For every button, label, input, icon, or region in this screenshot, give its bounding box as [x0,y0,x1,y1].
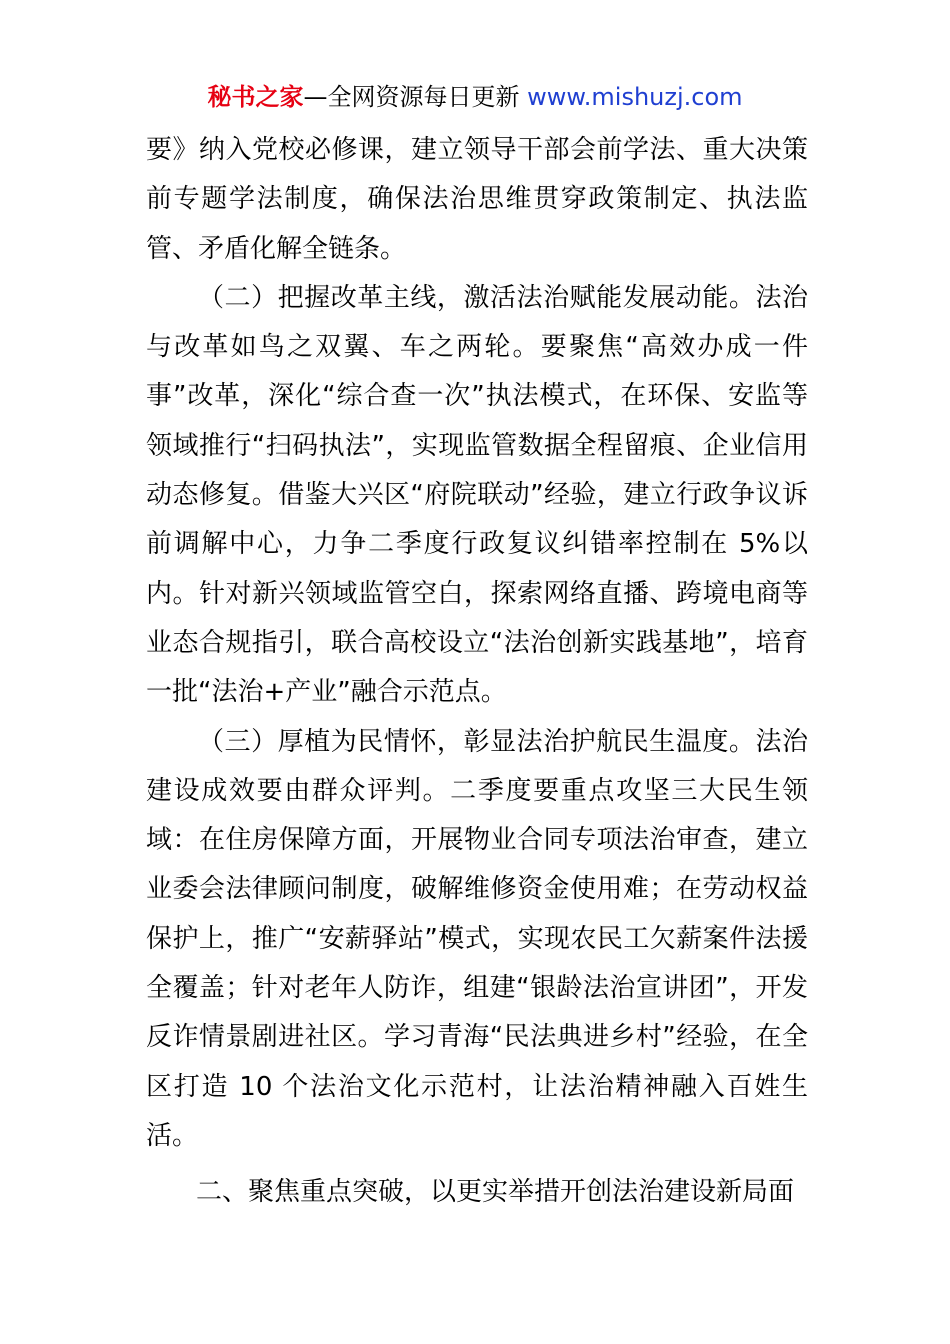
site-url[interactable]: www.mishuzj.com [527,83,743,111]
brand-name: 秘书之家 [207,83,304,111]
header-tagline: —全网资源每日更新 [303,83,528,111]
paragraph-reform: （二）把握改革主线，激活法治赋能发展动能。法治与改革如鸟之双翼、车之两轮。要聚焦“高效办成一件事”改革，深化“综合查一次”执法模式，在环保、安监等领域推行“扫码执法”，实现监管数据全程留痕、企业信用动态修复。借鉴大兴区“府院联动”经验，建立行政争议诉前调解中心，力争二季度行政复议纠错率控制在 5%以内。针对新兴领域监管空白，探索网络直播、跨境电商等业态合规指引，联合高校设立“法治创新实践基地”，培育一批“法治+产业”融合示范点。 [146,282,808,708]
document-body [146,126,808,1161]
page-header [0,80,950,114]
paragraph-livelihood: （三）厚植为民情怀，彰显法治护航民生温度。法治建设成效要由群众评判。二季度要重点攻坚三大民生领域：在住房保障方面，开展物业合同专项法治审查，建立业委会法律顾问制度，破解维修资金使用难；在劳动权益保护上，推广“安薪驿站”模式，实现农民工欠薪案件法援全覆盖；针对老年人防诈，组建“银龄法治宣讲团”，开发反诈情景剧进社区。学习青海“民法典进乡村”经验，在全区打造 10 个法治文化示范村，让法治精神融入百姓生活。 [146,726,808,1151]
paragraph-continued: 要》纳入党校必修课，建立领导干部会前学法、重大决策前专题学法制度，确保法治思维贯穿政策制定、执法监管、矛盾化解全链条。 [146,135,808,264]
section-heading: 二、聚焦重点突破，以更实举措开创法治建设新局面 [196,1177,795,1207]
